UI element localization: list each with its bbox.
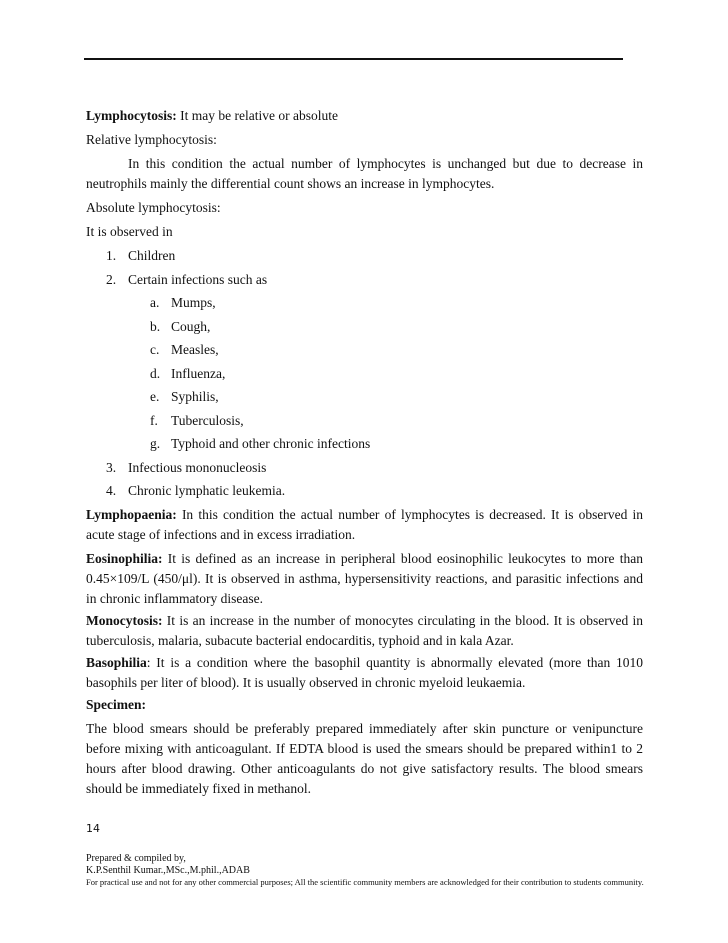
- list-item-text: Typhoid and other chronic infections: [171, 436, 371, 451]
- list-marker: 3.: [106, 459, 117, 475]
- footer: [86, 853, 646, 888]
- list-marker: d.: [150, 365, 161, 381]
- eosinophilia-paragraph: [86, 549, 643, 609]
- causes-list: [86, 246, 643, 501]
- monocytosis-paragraph: [86, 611, 643, 651]
- list-marker: c.: [150, 342, 160, 357]
- list-item-text: Influenza,: [171, 365, 226, 381]
- list-marker: 4.: [106, 483, 117, 498]
- list-item: [86, 340, 643, 360]
- monocytosis-text: It is an increase in the number of monocytes circulating in the blood. It is observed in tuberculosis, malaria, subacute bacterial endocarditis, typhoid and in kala Azar.: [86, 613, 643, 648]
- footer-author: K.P.Senthil Kumar.,MSc.,M.phil.,ADAB: [86, 865, 250, 876]
- list-item: [86, 246, 643, 266]
- lymphocytosis-paragraph: [86, 106, 643, 126]
- page-body: [86, 106, 643, 803]
- lymphopaenia-paragraph: [86, 505, 643, 545]
- list-item-text: Infectious mononucleosis: [128, 459, 267, 475]
- relative-lymphocytosis-text: In this condition the actual number of lymphocytes is unchanged but due to decrease in neutrophils mainly the differential count shows an increase in lymphocytes.: [86, 156, 643, 191]
- list-marker: 1.: [106, 248, 117, 263]
- lymphocytosis-heading: Lymphocytosis:: [86, 108, 177, 123]
- infections-list: [128, 293, 643, 454]
- list-item-text: Chronic lymphatic leukemia.: [128, 483, 286, 498]
- specimen-text: The blood smears should be preferably prepared immediately after skin puncture or venipuncture before mixing with anticoagulant. If EDTA blood is used the smears should be prepared within1 to 2 hours after blood drawing. Other anticoagulants do not give satisfactory results. The blood smears should be immediately fixed in methanol.: [86, 721, 643, 796]
- lymphocytosis-text: It may be relative or absolute: [176, 108, 338, 123]
- list-item: [86, 387, 643, 407]
- list-item-text: Certain infections such as: [128, 271, 268, 287]
- list-item-text: Mumps,: [171, 295, 216, 310]
- list-item-text: Cough,: [171, 318, 211, 334]
- list-item: [86, 364, 643, 384]
- observed-in-label: It is observed in: [86, 224, 173, 239]
- list-marker: b.: [150, 318, 161, 334]
- list-marker: 2.: [106, 271, 117, 287]
- list-item: [86, 458, 643, 478]
- page-number: 14: [86, 822, 100, 835]
- absolute-lymphocytosis-heading: Absolute lymphocytosis:: [86, 200, 221, 215]
- list-marker: g.: [150, 436, 161, 451]
- list-item-text: Syphilis,: [171, 389, 219, 404]
- lymphopaenia-text: In this condition the actual number of lymphocytes is decreased. It is observed in acute stage of infections and in excess irradiation.: [86, 507, 643, 542]
- basophilia-heading: Basophilia: [86, 655, 147, 670]
- header-rule: [84, 58, 623, 60]
- basophilia-paragraph: [86, 653, 643, 693]
- list-item: [86, 411, 643, 431]
- list-item-text: Children: [128, 248, 176, 263]
- relative-lymphocytosis-heading: Relative lymphocytosis:: [86, 132, 217, 147]
- list-item: [86, 270, 643, 455]
- list-item: [86, 317, 643, 337]
- list-marker: e.: [150, 389, 160, 404]
- eosinophilia-text: It is defined as an increase in peripheral blood eosinophilic leukocytes to more than 0.45×109/L (450/μl). It is observed in asthma, hypersensitivity reactions, and parasitic infections and in chronic inflammatory disease.: [86, 551, 643, 606]
- lymphopaenia-heading: Lymphopaenia:: [86, 507, 177, 522]
- list-marker: f.: [150, 412, 158, 428]
- specimen-heading: Specimen:: [86, 697, 146, 712]
- monocytosis-heading: Monocytosis:: [86, 613, 163, 628]
- list-item: [86, 434, 643, 454]
- eosinophilia-heading: Eosinophilia:: [86, 551, 163, 566]
- basophilia-text: : It is a condition where the basophil quantity is abnormally elevated (more than 1010 basophils per liter of blood). It is usually observed in chronic myeloid leukaemia.: [86, 655, 643, 690]
- list-item: [86, 293, 643, 313]
- list-item-text: Tuberculosis,: [171, 412, 244, 428]
- list-item: [86, 481, 643, 501]
- list-marker: a.: [150, 295, 160, 310]
- footer-disclaimer: For practical use and not for any other commercial purposes; All the scientific community members are acknowledged for their contribution to students community.: [86, 877, 644, 887]
- footer-prepared-by: Prepared & compiled by,: [86, 853, 186, 864]
- list-item-text: Measles,: [171, 342, 219, 357]
